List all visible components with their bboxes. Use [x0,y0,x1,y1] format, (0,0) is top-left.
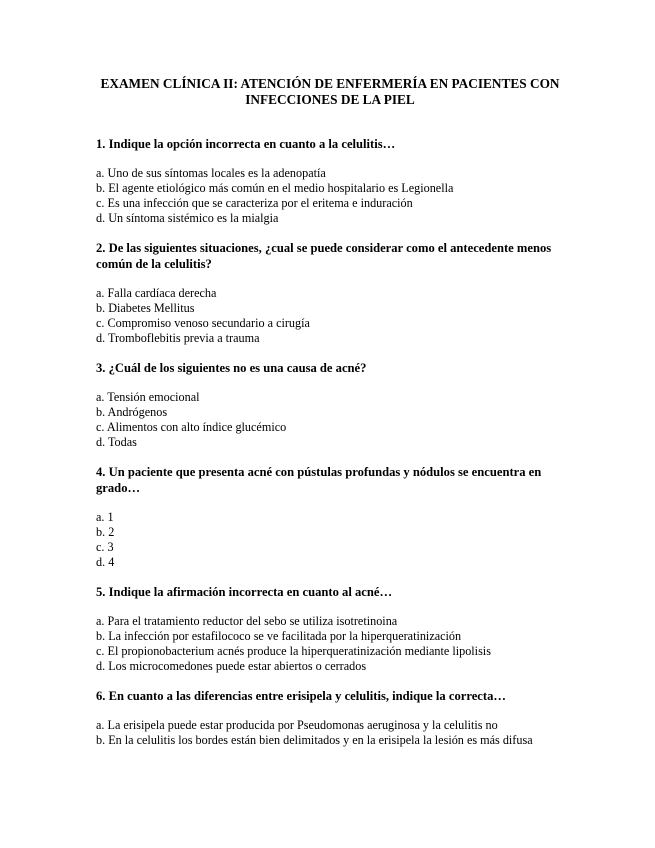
exam-page [96,76,564,762]
option-a: a. Tensión emocional [96,390,200,404]
option-d: d. 4 [96,555,115,569]
option-a: a. Para el tratamiento reductor del sebo se utiliza isotretinoina [96,614,398,628]
option-c: c. El propionobacterium acnés produce la hiperqueratinización mediante lipolisis [96,644,491,658]
option-a: a. Uno de sus síntomas locales es la adenopatía [96,166,326,180]
question-4 [96,464,564,570]
question-1 [96,136,564,226]
option-c: c. Compromiso venoso secundario a cirugía [96,316,310,330]
option-d: d. Todas [96,435,137,449]
option-c: c. Alimentos con alto índice glucémico [96,420,287,434]
option-d: d. Un síntoma sistémico es la mialgia [96,211,279,225]
question-text: 2. De las siguientes situaciones, ¿cual se puede considerar como el antecedente menos común de la celulitis? [96,241,552,271]
option-c: c. Es una infección que se caracteriza por el eritema e induración [96,196,413,210]
question-2 [96,240,564,346]
option-b: b. La infección por estafilococo se ve facilitada por la hiperqueratinización [96,629,462,643]
option-a: a. 1 [96,510,114,524]
option-list [96,614,564,674]
option-a: a. Falla cardíaca derecha [96,286,217,300]
option-list [96,286,564,346]
option-b: b. 2 [96,525,115,539]
option-d: d. Tromboflebitis previa a trauma [96,331,260,345]
option-b: b. El agente etiológico más común en el medio hospitalario es Legionella [96,181,454,195]
question-text: 4. Un paciente que presenta acné con pústulas profundas y nódulos se encuentra en grado… [96,465,542,495]
option-list [96,390,564,450]
option-list [96,166,564,226]
option-d: d. Los microcomedones puede estar abiertos o cerrados [96,659,367,673]
option-a: a. La erisipela puede estar producida por Pseudomonas aeruginosa y la celulitis no [96,718,498,732]
question-text: 1. Indique la opción incorrecta en cuanto a la celulitis… [96,137,396,151]
option-list [96,718,564,748]
document-title: EXAMEN CLÍNICA II: ATENCIÓN DE ENFERMERÍA EN PACIENTES CON INFECCIONES DE LA PIEL [100,76,560,107]
question-text: 6. En cuanto a las diferencias entre erisipela y celulitis, indique la correcta… [96,689,506,703]
question-5 [96,584,564,674]
question-text: 5. Indique la afirmación incorrecta en cuanto al acné… [96,585,393,599]
option-c: c. 3 [96,540,114,554]
option-list [96,510,564,570]
question-6 [96,688,564,748]
question-3 [96,360,564,450]
option-b: b. Diabetes Mellitus [96,301,195,315]
option-b: b. En la celulitis los bordes están bien delimitados y en la erisipela la lesión es más difusa [96,733,533,747]
question-text: 3. ¿Cuál de los siguientes no es una causa de acné? [96,361,367,375]
option-b: b. Andrógenos [96,405,168,419]
